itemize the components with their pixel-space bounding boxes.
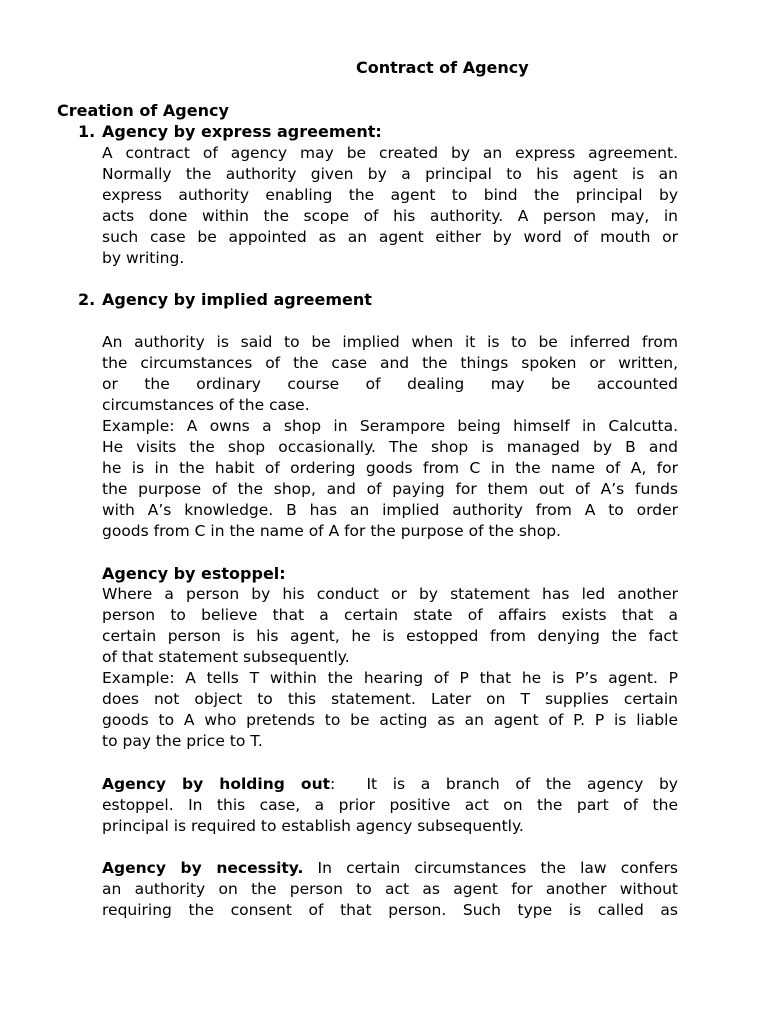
- paragraph-line: acts done within the scope of his authority. A person may, in: [102, 207, 678, 225]
- paragraph-line: express authority enabling the agent to bind the principal by: [102, 186, 678, 204]
- item-1-heading: Agency by express agreement:: [102, 122, 382, 141]
- paragraph-line: [102, 774, 678, 795]
- paragraph-line: with A’s knowledge. B has an implied authority from A to order: [102, 501, 678, 519]
- paragraph-line: certain person is his agent, he is estopped from denying the fact: [102, 627, 678, 645]
- paragraph-line: Normally the authority given by a principal to his agent is an: [102, 165, 678, 183]
- paragraph-line: requiring the consent of that person. Such type is called as: [102, 901, 678, 919]
- item-1-number: 1.: [78, 122, 96, 141]
- holding-out-lead: Agency by holding out: [102, 775, 331, 793]
- necessity-lead: Agency by necessity.: [102, 859, 304, 877]
- paragraph-line: estoppel. In this case, a prior positive act on the part of the: [102, 796, 678, 814]
- paragraph-line: to pay the price to T.: [102, 732, 263, 750]
- paragraph-line: Example: A tells T within the hearing of P that he is P’s agent. P: [102, 669, 678, 687]
- paragraph-line: such case be appointed as an agent either by word of mouth or: [102, 228, 678, 246]
- item-1-paragraph: [102, 143, 678, 269]
- paragraph-line: person to believe that a certain state of affairs exists that a: [102, 606, 678, 624]
- holding-out-paragraph: [102, 774, 678, 837]
- item-2-number: 2.: [78, 290, 96, 309]
- holding-out-colon: :: [330, 775, 336, 793]
- paragraph-line: the circumstances of the case and the things spoken or written,: [102, 354, 678, 372]
- paragraph-line: or the ordinary course of dealing may be accounted: [102, 375, 678, 393]
- paragraph-line: He visits the shop occasionally. The shop is managed by B and: [102, 438, 678, 456]
- paragraph-line: Where a person by his conduct or by statement has led another: [102, 585, 678, 603]
- paragraph-line: A contract of agency may be created by an express agreement.: [102, 144, 678, 162]
- paragraph-line: [102, 858, 678, 879]
- necessity-paragraph: [102, 858, 678, 921]
- paragraph-line: principal is required to establish agency subsequently.: [102, 817, 524, 835]
- item-2-paragraph: [102, 332, 678, 542]
- paragraph-line: he is in the habit of ordering goods from C in the name of A, for: [102, 459, 678, 477]
- paragraph-line: the purpose of the shop, and of paying for them out of A’s funds: [102, 480, 678, 498]
- paragraph-line: goods to A who pretends to be acting as an agent of P. P is liable: [102, 711, 678, 729]
- paragraph-line: by writing.: [102, 249, 185, 267]
- estoppel-paragraph: [102, 584, 678, 752]
- estoppel-heading: Agency by estoppel:: [102, 564, 286, 583]
- item-2-heading: Agency by implied agreement: [102, 290, 372, 309]
- paragraph-line: of that statement subsequently.: [102, 648, 350, 666]
- paragraph-line: goods from C in the name of A for the purpose of the shop.: [102, 522, 561, 540]
- necessity-first-line: In certain circumstances the law confers: [303, 859, 678, 877]
- paragraph-line: Example: A owns a shop in Serampore being himself in Calcutta.: [102, 417, 678, 435]
- section-heading: Creation of Agency: [57, 101, 229, 120]
- paragraph-line: an authority on the person to act as agent for another without: [102, 880, 678, 898]
- paragraph-line: circumstances of the case.: [102, 396, 310, 414]
- paragraph-line: An authority is said to be implied when it is to be inferred from: [102, 333, 678, 351]
- holding-out-first-line: It is a branch of the agency by: [335, 775, 678, 793]
- document-title: Contract of Agency: [356, 58, 529, 77]
- paragraph-line: does not object to this statement. Later on T supplies certain: [102, 690, 678, 708]
